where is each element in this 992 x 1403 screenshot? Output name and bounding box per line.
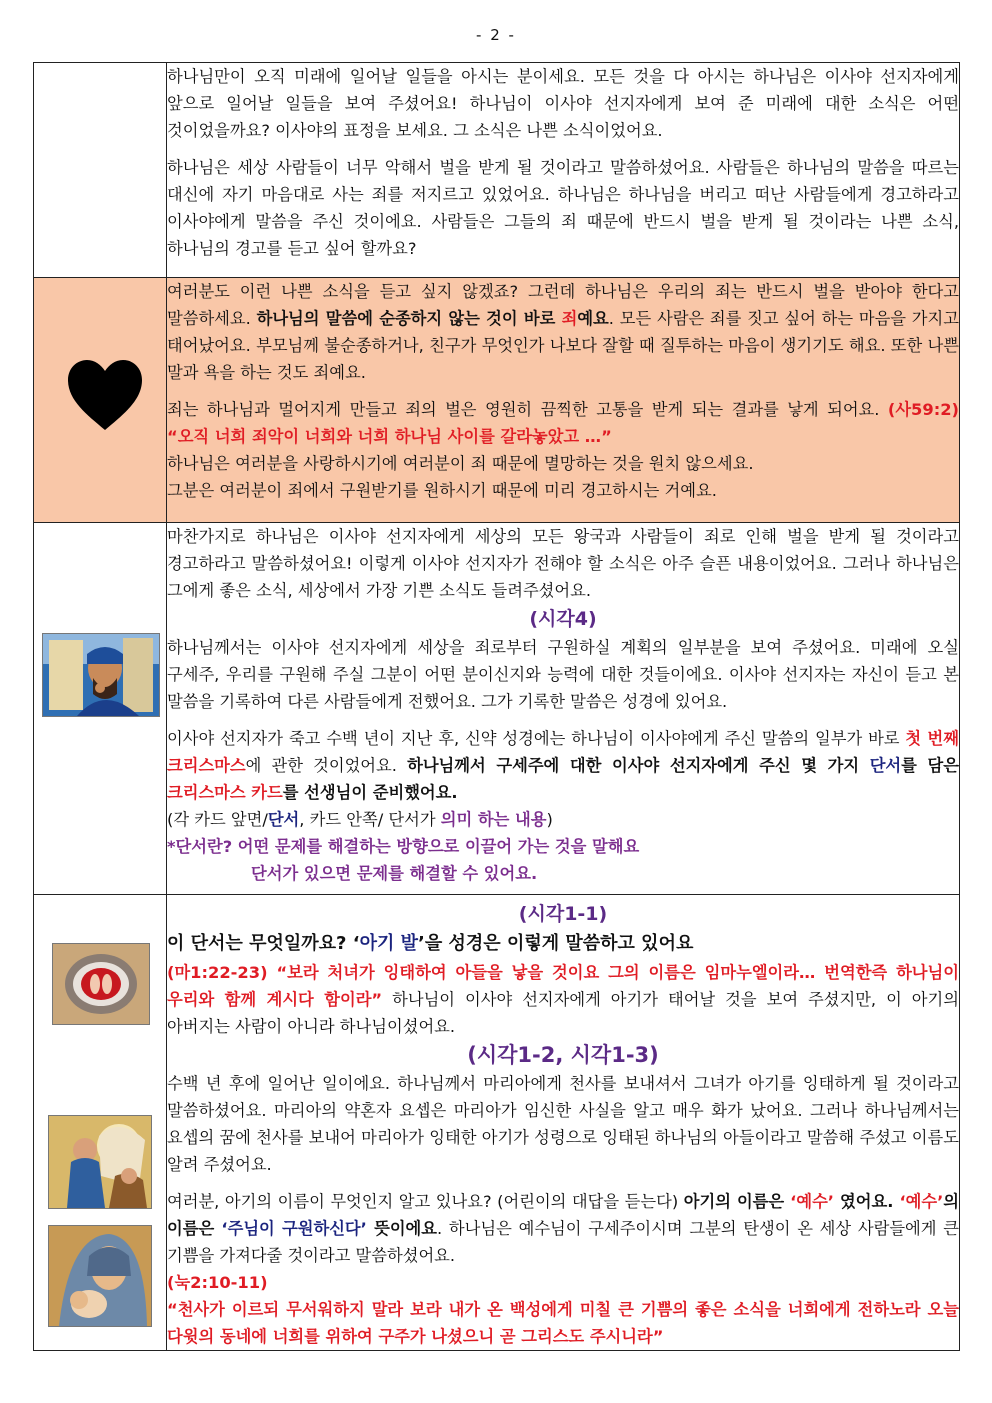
bible-reference: (눅2:10-11) [167,1273,268,1292]
paragraph: 하나님만이 오직 미래에 일어날 일들을 아시는 분이세요. 모든 것을 다 아시는 하나님은 이사야 선지자에게 앞으로 일어날 일들을 보여 주셨어요! 하나님이 이사야 선지자에게 보여 준 미래에 대한 소식은 어떤 것이었을까요? 이사야의 표정을 보세요. 그 소식은 나쁜 소식이었어요. [167,67,959,140]
paragraph: 수백 년 후에 일어난 일이에요. 하나님께서 마리아에게 천사를 보내셔서 그녀가 아기를 잉태하게 될 것이라고 말씀하셨어요. 마리아의 약혼자 요셉은 마리아가 임신한 사실을 알고 매우 화가 났어요. 그러나 하나님께서는 요셉의 꿈에 천사를 보내어 마리아가 잉태한 아기가 성령으로 잉태된 하나님의 아들이라고 말씀해 주셨고 이름도 알려 주셨어요. [167,1074,959,1174]
lead-question: 이 단서는 무엇일까요? ‘아기 발’을 성경은 이렇게 말씀하고 있어요 [167,933,694,954]
mary-picture-icon [48,1225,152,1327]
paragraph: 하나님께서는 이사야 선지자에게 세상을 죄로부터 구원하실 계획의 일부분을 보여 주셨어요. 미래에 오실 구세주, 우리를 구원해 주실 그분이 어떤 분이신지와 능력에 대한 것들이에요. 이사야 선지자는 자신이 듣고 본 말씀을 기록하여 다른 사람들에게 전했어요. 그가 기록한 말씀은 성경에 있어요. [167,638,959,711]
paragraph: 여러분, 아기의 이름이 무엇인지 알고 있나요? (어린이의 대답을 듣는다) 아기의 이름은 ‘예수’ 였어요. ‘예수’의 이름은 ‘주님이 구원하신다’ 뜻이에요. 하나님은 예수님이 구세주이시며 그분의 탄생이 온 세상 사람들에게 큰 기쁨을 가져다줄 것이라고 말씀하셨어요. [167,1192,959,1265]
table-row [34,523,960,895]
paragraph: 하나님은 세상 사람들이 너무 악해서 벌을 받게 될 것이라고 말씀하셨어요. 사람들은 하나님의 말씀을 따르는 대신에 자기 마음대로 사는 죄를 저지르고 있었어요. 하나님은 하나님을 버리고 떠난 사람들에게 경고하라고 이사야에게 말씀을 주신 것이에요. 사람들은 그들의 죄 때문에 반드시 벌을 받게 될 것이라는 나쁜 소식, 하나님의 경고를 듣고 싶어 할까요? [167,158,959,258]
heart-icon [66,358,144,432]
paragraph: 죄는 하나님과 멀어지게 만들고 죄의 벌은 영원히 끔찍한 고통을 받게 되는 결과를 낳게 되어요. (사59:2) “오직 너희 죄악이 너희와 너희 하나님 사이를 갈라놓았고 …” [167,400,959,446]
section-heading: (시각1-1) [518,903,608,925]
lesson-table [33,62,960,1351]
section-heading: (시각4) [529,608,597,630]
image-cell [34,523,167,895]
baby-feet-picture-icon [52,943,150,1025]
note: *단서란? 어떤 문제를 해결하는 방향으로 이끌어 가는 것을 말해요 [167,837,640,856]
angel-picture-icon [48,1115,152,1209]
bible-verse: (사59:2) “오직 너희 죄악이 너희와 너희 하나님 사이를 갈라놓았고 …” [167,400,959,446]
bible-verse: “천사가 이르되 무서워하지 말라 보라 내가 온 백성에게 미칠 큰 기쁨의 좋은 소식을 너희에게 전하노라 오늘 다윗의 동네에 너희를 위하여 구주가 나셨으니 곧 그리스도 주시니라” [167,1300,959,1346]
paragraph: 마찬가지로 하나님은 이사야 선지자에게 세상의 모든 왕국과 사람들이 죄로 인해 벌을 받게 될 것이라고 경고하라고 말씀하셨어요! 이렇게 이사야 선지자가 전해야 할 소식은 아주 슬픈 내용이었어요. 그러나 하나님은 그에게 좋은 소식, 세상에서 가장 기쁜 소식도 들려주셨어요. [167,527,959,600]
image-cell [34,278,167,523]
text-cell [167,523,960,895]
image-cell [34,895,167,1351]
paragraph: 하나님은 여러분을 사랑하시기에 여러분이 죄 때문에 멸망하는 것을 원치 않으세요. [167,454,754,473]
table-row [34,63,960,278]
bible-verse: (마1:22-23) “보라 처녀가 잉태하여 아들을 낳을 것이요 그의 이름은 임마누엘이라… 번역한즉 하나님이 우리와 함께 계시다 함이라” [167,963,959,1009]
page-number: - 2 - [476,26,516,44]
isaiah-picture-icon [42,633,160,717]
text-cell [167,63,960,278]
section-heading: (시각1-2, 시각1-3) [467,1043,659,1067]
paragraph: 여러분도 이런 나쁜 소식을 듣고 싶지 않겠죠? 그런데 하나님은 우리의 죄는 반드시 벌을 받아야 한다고 말씀하세요. 하나님의 말씀에 순종하지 않는 것이 바로 죄예요. 모든 사람은 죄를 짓고 싶어 하는 마음을 가지고 태어났어요. 부모님께 불순종하거나, 친구가 무엇인가 나보다 잘할 때 질투하는 마음이 생기기도 해요. 또한 나쁜 말과 욕을 하는 것도 죄예요. [167,282,959,382]
note: 단서가 있으면 문제를 해결할 수 있어요. [251,864,538,883]
table-row [34,278,960,523]
text-cell [167,278,960,523]
table-row [34,895,960,1351]
paragraph: (마1:22-23) “보라 처녀가 잉태하여 아들을 낳을 것이요 그의 이름은 임마누엘이라… 번역한즉 하나님이 우리와 함께 계시다 함이라” 하나님이 이사야 선지자에게 아기가 태어날 것을 보여 주셨지만, 이 아기의 아버지는 사람이 아니라 하나님이셨어요. [167,963,959,1036]
paragraph: (각 카드 앞면/단서, 카드 안쪽/ 단서가 의미 하는 내용) [167,810,553,829]
image-cell [34,63,167,278]
paragraph: 그분은 여러분이 죄에서 구원받기를 원하시기 때문에 미리 경고하시는 거예요. [167,481,717,500]
text-cell [167,895,960,1351]
paragraph: 이사야 선지자가 죽고 수백 년이 지난 후, 신약 성경에는 하나님이 이사야에게 주신 말씀의 일부가 바로 첫 번째 크리스마스에 관한 것이었어요. 하나님께서 구세주에 대한 이사야 선지자에게 주신 몇 가지 단서를 담은 크리스마스 카드를 선생님이 준비했어요. [167,729,959,802]
